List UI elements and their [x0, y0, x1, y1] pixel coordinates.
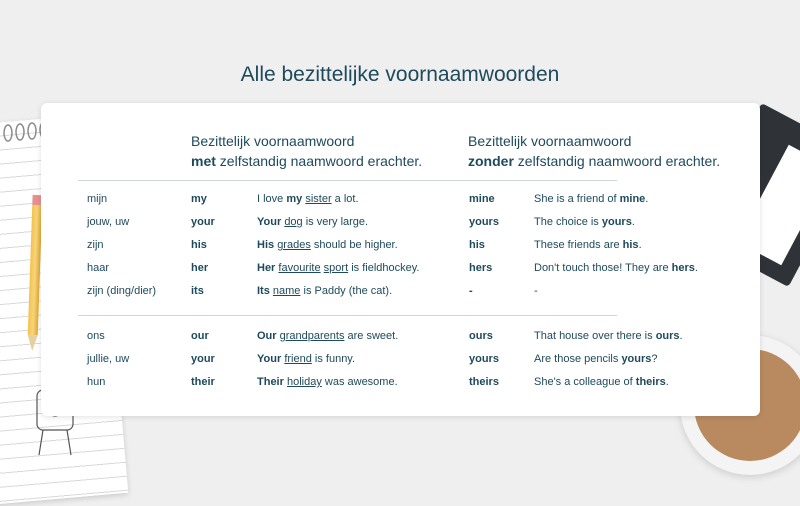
possessive-pronoun: his [469, 239, 485, 251]
example-with-noun: His grades should be higher. [257, 239, 398, 251]
header-without-noun-rest: zelfstandig naamwoord erachter. [513, 153, 721, 169]
table-row [41, 348, 760, 371]
example-with-noun: Our grandparents are sweet. [257, 330, 399, 342]
header-without-noun-line2 [468, 151, 720, 171]
example-without-noun: She is a friend of mine. [534, 193, 649, 205]
example-with-noun: I love my sister a lot. [257, 193, 359, 205]
possessive-adjective: their [191, 376, 215, 388]
header-with-noun-bold: met [191, 153, 216, 169]
example-without-noun: The choice is yours. [534, 216, 635, 228]
dutch-pronoun: ons [87, 330, 105, 342]
possessive-pronoun: yours [469, 353, 499, 365]
example-without-noun: Are those pencils yours? [534, 353, 658, 365]
header-without-noun-bold: zonder [468, 153, 514, 169]
example-without-noun: She's a colleague of theirs. [534, 376, 669, 388]
possessive-pronoun: hers [469, 262, 493, 274]
possessive-adjective: my [191, 193, 207, 205]
possessive-adjective: his [191, 239, 207, 251]
possessive-pronoun: yours [469, 216, 499, 228]
table-row [41, 325, 760, 348]
dutch-pronoun: jullie, uw [87, 353, 130, 365]
example-without-noun: Don't touch those! They are hers. [534, 262, 698, 274]
header-with-noun-line1: Bezittelijk voornaamwoord [191, 133, 355, 149]
page-title: Alle bezittelijke voornaamwoorden [240, 63, 560, 86]
possessive-pronoun: theirs [469, 376, 499, 388]
table-row [41, 188, 760, 211]
possessive-pronoun: mine [469, 193, 495, 205]
pronoun-table-card [41, 103, 760, 416]
dutch-pronoun: zijn (ding/dier) [87, 285, 157, 297]
dutch-pronoun: mijn [87, 193, 108, 205]
example-with-noun: Your friend is funny. [257, 353, 356, 365]
header-with-noun [191, 131, 422, 171]
possessive-adjective: your [191, 216, 215, 228]
table-row [41, 211, 760, 234]
example-without-noun: That house over there is ours. [534, 330, 683, 342]
example-with-noun: Her favourite sport is fieldhockey. [257, 262, 420, 274]
header-with-noun-rest: zelfstandig naamwoord erachter. [215, 153, 423, 169]
divider-top [78, 180, 617, 181]
possessive-pronoun: ours [469, 330, 493, 342]
example-without-noun: These friends are his. [534, 239, 642, 251]
example-without-noun: - [534, 285, 538, 297]
dutch-pronoun: jouw, uw [87, 216, 130, 228]
dutch-pronoun: haar [87, 262, 110, 274]
table-row [41, 234, 760, 257]
possessive-adjective: our [191, 330, 209, 342]
example-with-noun: Your dog is very large. [257, 216, 369, 228]
header-without-noun-line1: Bezittelijk voornaamwoord [468, 133, 632, 149]
table-row [41, 371, 760, 394]
example-with-noun: Its name is Paddy (the cat). [257, 285, 393, 297]
possessive-adjective: her [191, 262, 209, 274]
possessive-adjective: its [191, 285, 204, 297]
example-with-noun: Their holiday was awesome. [257, 376, 398, 388]
possessive-adjective: your [191, 353, 215, 365]
table-row [41, 257, 760, 280]
header-with-noun-line2 [191, 151, 422, 171]
divider-middle [78, 315, 617, 316]
possessive-pronoun: - [469, 285, 473, 297]
dutch-pronoun: zijn [87, 239, 104, 251]
table-row [41, 280, 760, 303]
header-without-noun [468, 131, 720, 171]
dutch-pronoun: hun [87, 376, 106, 388]
